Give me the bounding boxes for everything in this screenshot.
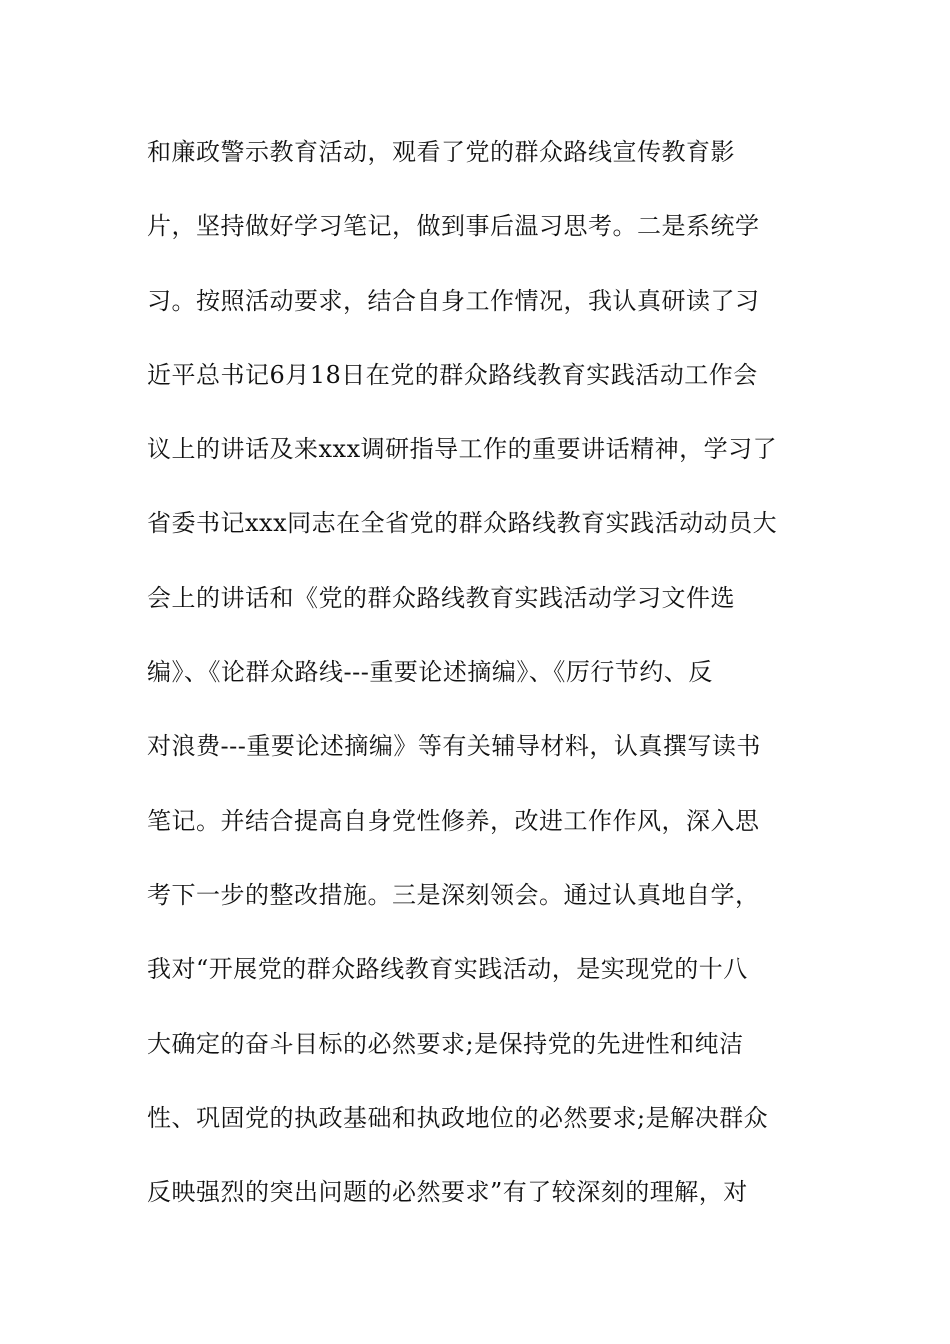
text-line-15: 反映强烈的突出问题的必然要求”有了较深刻的理解，对 bbox=[147, 1178, 748, 1207]
text-line-13: 大确定的奋斗目标的必然要求;是保持党的先进性和纯洁 bbox=[147, 1029, 744, 1058]
text-line-12: 我对“开展党的群众路线教育实践活动，是实现党的十八 bbox=[147, 955, 748, 984]
text-line-9: 对浪费---重要论述摘编》等有关辅导材料，认真撰写读书 bbox=[147, 732, 761, 761]
body-text bbox=[147, 130, 817, 1244]
text-line-4: 近平总书记6月18日在党的群众路线教育实践活动工作会 bbox=[147, 360, 758, 389]
text-line-6: 省委书记xxx同志在全省党的群众路线教育实践活动动员大 bbox=[147, 509, 778, 538]
text-line-11: 考下一步的整改措施。三是深刻领会。通过认真地自学， bbox=[147, 880, 760, 909]
text-line-3: 习。按照活动要求，结合自身工作情况，我认真研读了习 bbox=[147, 286, 760, 315]
text-line-14: 性、巩固党的执政基础和执政地位的必然要求;是解决群众 bbox=[147, 1103, 769, 1132]
text-line-7: 会上的讲话和《党的群众路线教育实践活动学习文件选 bbox=[147, 583, 735, 612]
text-line-2: 片，坚持做好学习笔记，做到事后温习思考。二是系统学 bbox=[147, 212, 760, 241]
text-line-1: 和廉政警示教育活动，观看了党的群众路线宣传教育影 bbox=[147, 138, 735, 166]
text-line-10: 笔记。并结合提高自身党性修养，改进工作作风，深入思 bbox=[147, 806, 760, 835]
text-line-5: 议上的讲话及来xxx调研指导工作的重要讲话精神，学习了 bbox=[147, 435, 778, 464]
text-line-8: 编》、《论群众路线---重要论述摘编》、《厉行节约、反 bbox=[147, 658, 713, 687]
